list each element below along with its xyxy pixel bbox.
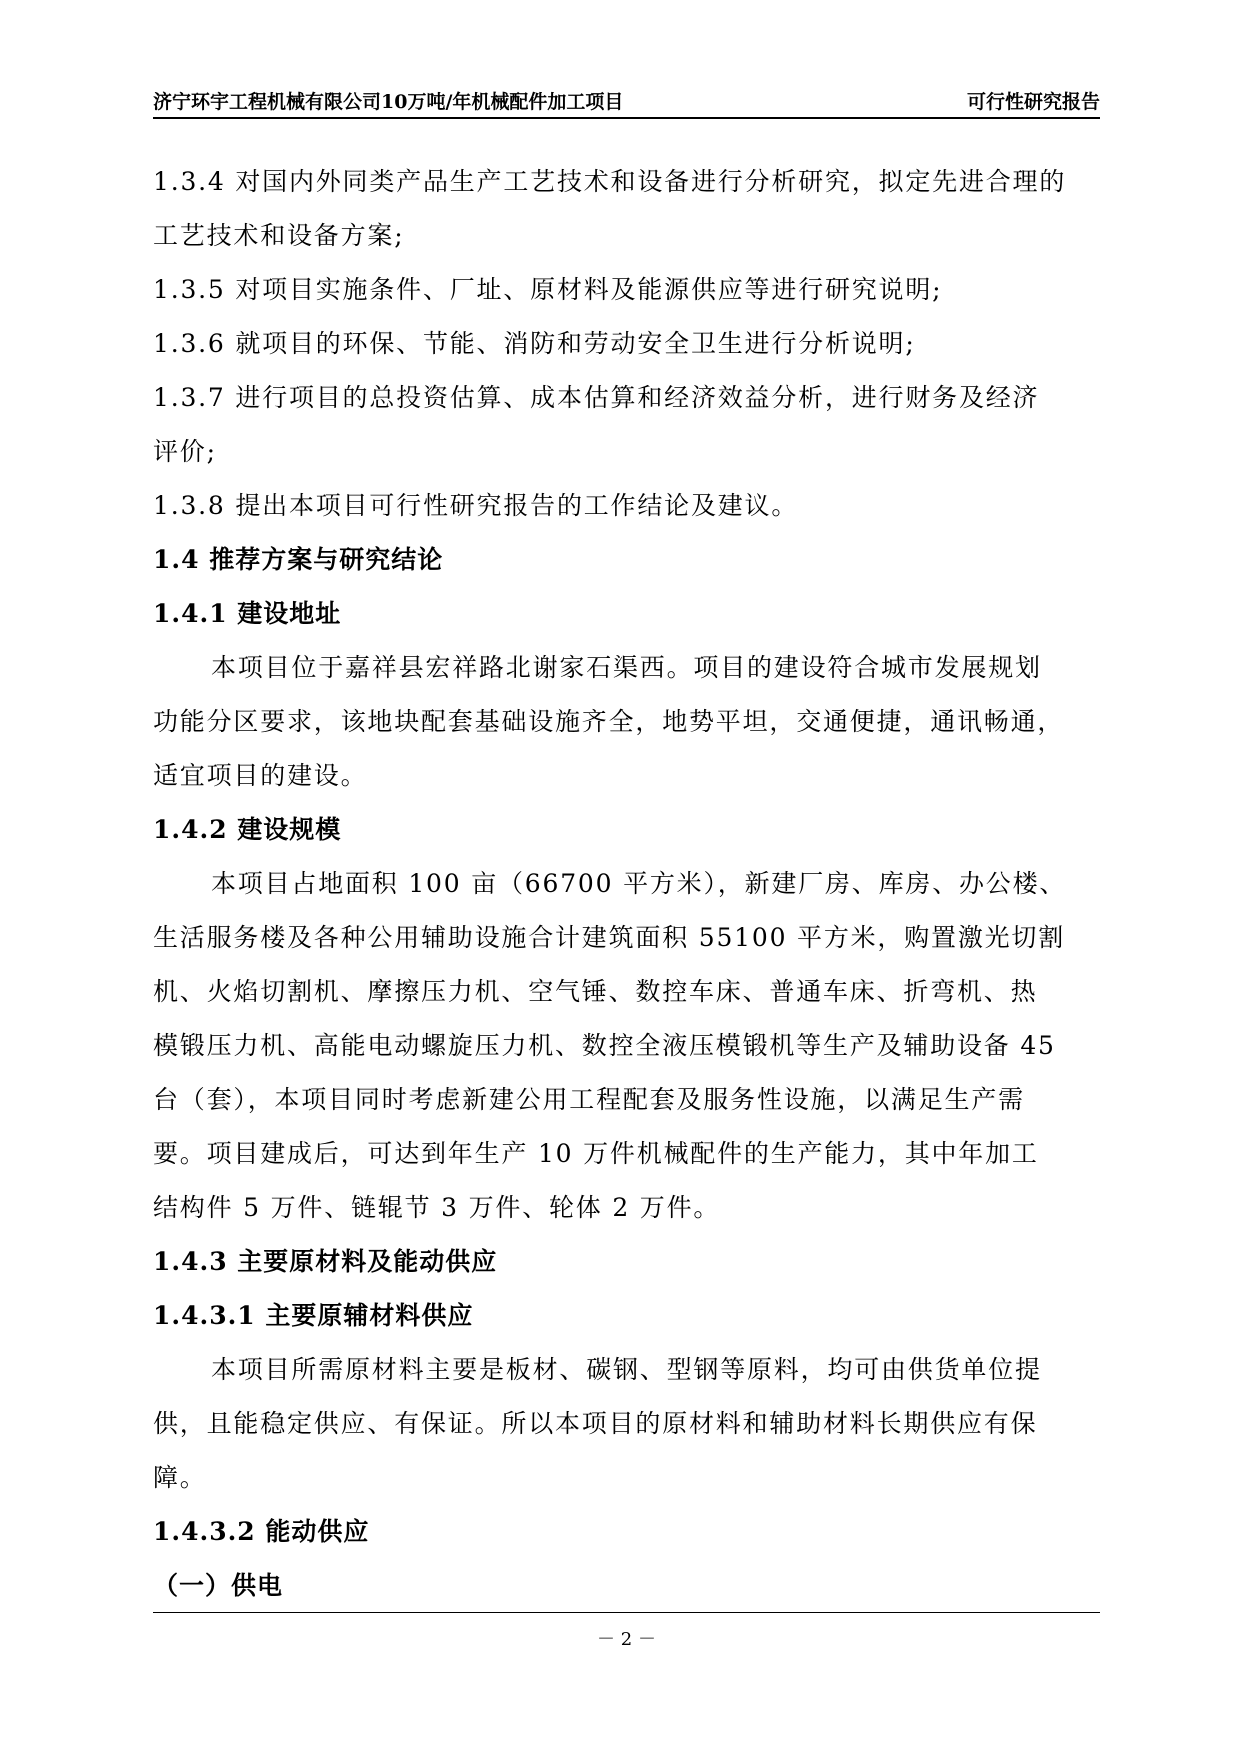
- section-heading: 1.4.3.1 主要原辅材料供应: [153, 1301, 474, 1330]
- header-divider: [153, 117, 1100, 119]
- footer-divider: [153, 1612, 1100, 1613]
- paragraph-line: 工艺技术和设备方案;: [153, 221, 405, 250]
- page-header: [153, 90, 1100, 114]
- paragraph-line: 模锻压力机、高能电动螺旋压力机、数控全液压模锻机等生产及辅助设备 45: [153, 1031, 1056, 1060]
- paragraph-line: 功能分区要求，该地块配套基础设施齐全，地势平坦，交通便捷，通讯畅通，: [153, 707, 1065, 736]
- paragraph-line: 1.3.6 就项目的环保、节能、消防和劳动安全卫生进行分析说明;: [153, 329, 916, 358]
- section-heading: 1.4.3.2 能动供应: [153, 1517, 370, 1546]
- paragraph-line: 供，且能稳定供应、有保证。所以本项目的原材料和辅助材料长期供应有保: [153, 1409, 1038, 1438]
- section-heading: 1.4 推荐方案与研究结论: [153, 545, 444, 574]
- paragraph-line: 本项目所需原材料主要是板材、碳钢、型钢等原料，均可由供货单位提: [211, 1355, 1042, 1384]
- document-body: [153, 155, 1100, 1613]
- page-number: － 2 －: [597, 1629, 656, 1650]
- section-heading: （一）供电: [153, 1571, 284, 1600]
- section-heading: 1.4.2 建设规模: [153, 815, 342, 844]
- paragraph-line: 结构件 5 万件、链辊节 3 万件、轮体 2 万件。: [153, 1193, 721, 1222]
- paragraph-line: 台（套），本项目同时考虑新建公用工程配套及服务性设施，以满足生产需: [153, 1085, 1025, 1114]
- paragraph-line: 1.3.5 对项目实施条件、厂址、原材料及能源供应等进行研究说明;: [153, 275, 943, 304]
- paragraph-line: 本项目位于嘉祥县宏祥路北谢家石渠西。项目的建设符合城市发展规划: [211, 653, 1042, 682]
- paragraph-line: 适宜项目的建设。: [153, 761, 368, 790]
- paragraph-line: 本项目占地面积 100 亩（66700 平方米），新建厂房、库房、办公楼、: [211, 869, 1067, 898]
- paragraph-line: 机、火焰切割机、摩擦压力机、空气锤、数控车床、普通车床、折弯机、热: [153, 977, 1038, 1006]
- header-report-type: 可行性研究报告: [966, 91, 1100, 113]
- section-heading: 1.4.1 建设地址: [153, 599, 342, 628]
- paragraph-line: 障。: [153, 1463, 207, 1492]
- paragraph-line: 1.3.7 进行项目的总投资估算、成本估算和经济效益分析，进行财务及经济: [153, 383, 1040, 412]
- paragraph-line: 评价;: [153, 437, 217, 466]
- paragraph-line: 生活服务楼及各种公用辅助设施合计建筑面积 55100 平方米，购置激光切割: [153, 923, 1066, 952]
- section-heading: 1.4.3 主要原材料及能动供应: [153, 1247, 498, 1276]
- paragraph-line: 1.3.4 对国内外同类产品生产工艺技术和设备进行分析研究，拟定先进合理的: [153, 167, 1067, 196]
- paragraph-line: 要。项目建成后，可达到年生产 10 万件机械配件的生产能力，其中年加工: [153, 1139, 1039, 1168]
- header-project-title: 济宁环宇工程机械有限公司10万吨/年机械配件加工项目: [153, 91, 624, 113]
- paragraph-line: 1.3.8 提出本项目可行性研究报告的工作结论及建议。: [153, 491, 799, 520]
